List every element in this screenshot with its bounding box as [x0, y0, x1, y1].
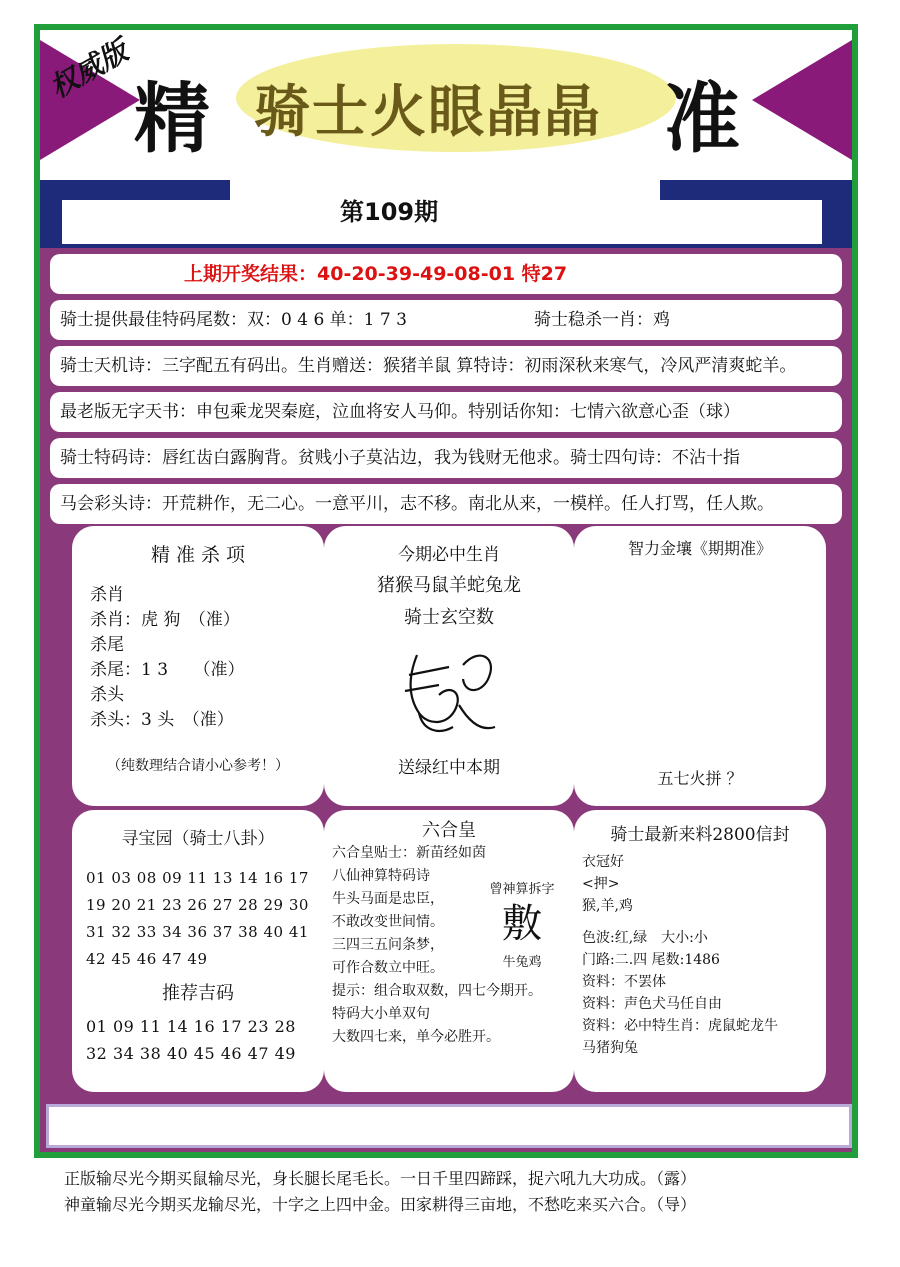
card-line: 衣冠好 [582, 854, 624, 870]
card-line: 杀尾：1 3 （准） [90, 660, 245, 680]
card-line: 提示：组合取双数，四七今期开。 [332, 983, 542, 999]
info-row [50, 346, 842, 386]
card-title: 智力金壤《期期准》 [627, 539, 772, 558]
authority-badge: 权威版 [44, 34, 134, 105]
liuhe-card [324, 810, 574, 1092]
card-line: 今期必中生肖 [398, 545, 500, 565]
blank-footer-box [46, 1104, 852, 1148]
side-label: 牛兔鸡 [502, 955, 542, 970]
side-label: 曾神算拆字 [489, 882, 555, 897]
footer-line: 神童输尽光今期买龙输尽光，十字之上四中金。田家耕得三亩地，不愁吃来买六合。（导） [64, 1195, 697, 1214]
info-row [50, 300, 842, 340]
number-row: 31 32 33 34 36 37 38 40 41 [86, 923, 309, 941]
number-row: 01 03 08 09 11 13 14 16 17 [86, 869, 309, 887]
info-row [50, 484, 842, 524]
card-line: 可作合数立中旺。 [332, 960, 444, 976]
info-row [50, 392, 842, 432]
info-row [50, 438, 842, 478]
card-line: 猪猴马鼠羊蛇兔龙 [377, 575, 521, 596]
footer-line: 正版输尽光今期买鼠输尽光，身长腿长尾毛长。一日千里四蹄踩，捉六吼九大功成。（露） [64, 1169, 697, 1188]
info-row-text: 骑士天机诗：三字配五有码出。生肖赠送：猴猪羊鼠 算特诗：初雨深秋来寒气，冷风严清爽蛇羊。 [60, 356, 797, 376]
info-row-text: 骑士提供最佳特码尾数：双：0 4 6 单：1 7 3 [60, 310, 407, 330]
card-line: 不敢改变世间情。 [332, 914, 444, 930]
zodiac-card [324, 526, 574, 806]
card-line: 大数四七来，单今必胜开。 [332, 1029, 500, 1045]
card-line: 六合皇贴士：新苗经如茵 [332, 845, 486, 861]
card-line: 牛头马面是忠臣， [332, 891, 444, 907]
issue-number: 第109期 [340, 198, 439, 226]
recommend-title: 推荐吉码 [162, 983, 234, 1004]
big-glyph: 敷 [502, 901, 542, 947]
card-footer: 五七火拼 ？ [657, 769, 743, 788]
issue-box [62, 200, 822, 244]
card-title: 精 准 杀 项 [150, 544, 246, 566]
card-line: 色波:红,绿 大小:小 [582, 930, 708, 946]
number-row: 42 45 46 47 49 [86, 950, 208, 968]
card-title: 骑士最新来料2800信封 [610, 825, 790, 845]
card-line: 八仙神算特码诗 [332, 868, 430, 884]
signature-image [379, 635, 519, 745]
card-footer: 送绿红中本期 [398, 758, 500, 778]
kill-card [72, 526, 324, 806]
header [40, 30, 852, 180]
card-line: 门路:二.四 尾数:1486 [582, 952, 720, 968]
card-line: 三四三五问条梦， [332, 937, 444, 953]
card-line: 杀头 [90, 685, 124, 705]
info-row-text: 骑士特码诗：唇红齿白露胸背。贫贱小子莫沾边，我为钱财无他求。骑士四句诗：不沾十指 [60, 448, 740, 468]
treasure-card [72, 810, 324, 1092]
card-line: 资料：不罢体 [582, 974, 666, 990]
card-line: 资料：必中特生肖：虎鼠蛇龙牛 [582, 1018, 778, 1034]
info-row-text: 马会彩头诗：开荒耕作，无二心。一意平川，志不移。南北从来，一模样。任人打骂，任人欺。 [60, 494, 774, 514]
info-row-kill: 骑士稳杀一肖：鸡 [534, 310, 670, 330]
letter-card [574, 810, 826, 1092]
right-big-char: 准 [664, 74, 740, 163]
card-line: 骑士玄空数 [404, 607, 494, 628]
recommend-row: 01 09 11 14 16 17 23 28 [86, 1017, 296, 1036]
poster-frame [34, 24, 858, 1158]
card-title: 六合皇 [422, 820, 476, 841]
card-line: 杀肖：虎 狗 （准） [90, 610, 240, 630]
last-result-row [50, 254, 842, 294]
right-triangle [752, 40, 852, 160]
card-line: 猴,羊,鸡 [582, 898, 633, 914]
card-note: （纯数理结合请小心参考！） [107, 758, 289, 774]
card-line: 特码大小单双句 [332, 1006, 430, 1022]
card-line: 资料：声色犬马任自由 [582, 996, 722, 1012]
last-result: 上期开奖结果：40-20-39-49-08-01 特27 [184, 263, 568, 285]
main-title: 骑士火眼晶晶 [254, 80, 602, 145]
number-row: 19 20 21 23 26 27 28 29 30 [86, 896, 309, 914]
issue-band-strip [230, 180, 660, 202]
card-line: 杀肖 [90, 585, 124, 605]
card-line: 马猪狗兔 [582, 1040, 638, 1056]
recommend-row: 32 34 38 40 45 46 47 49 [86, 1044, 296, 1063]
card-line: 杀头：3 头 （准） [90, 710, 234, 730]
spacer [582, 917, 818, 927]
wisdom-card [574, 526, 826, 806]
card-title: 寻宝园（骑士八卦） [121, 829, 275, 849]
info-row-text: 最老版无字天书：申包乘龙哭秦庭，泣血将安人马仰。特别话你知：七情六欲意心歪（球） [60, 402, 740, 422]
card-line: <押> [582, 876, 620, 892]
card-line: 杀尾 [90, 635, 124, 655]
left-big-char: 精 [134, 74, 210, 163]
